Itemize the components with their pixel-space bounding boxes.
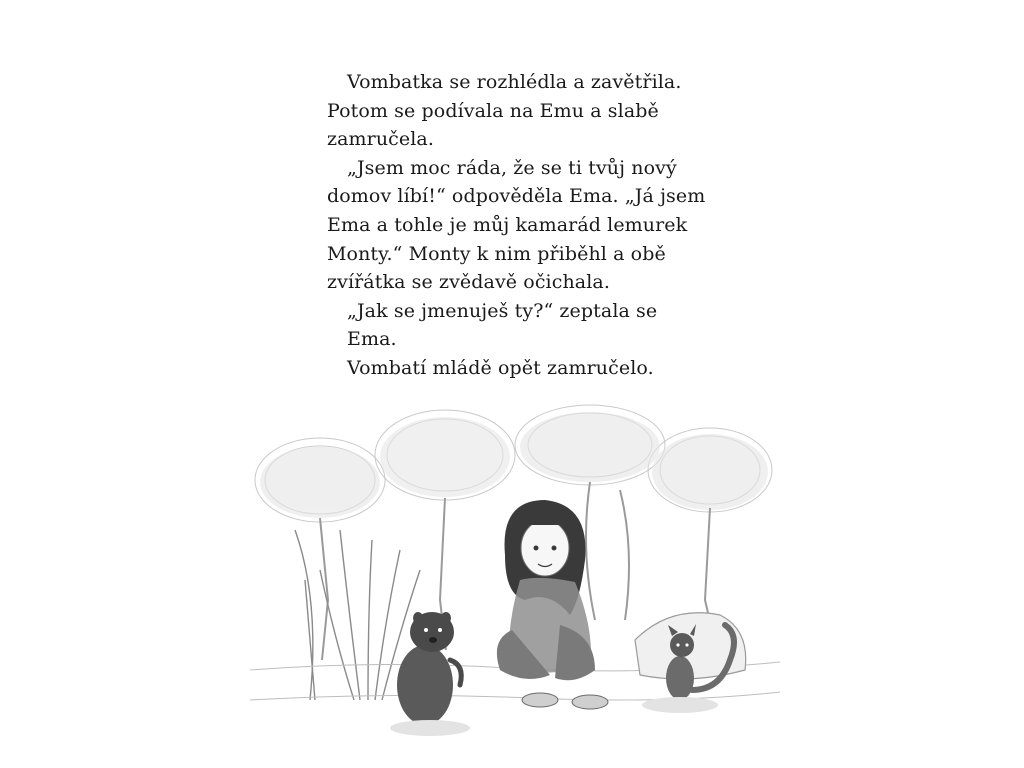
story-line: domov líbí!“ odpověděla Ema. „Já jsem [327, 185, 706, 208]
story-line: zvířátka se zvědavě očichala. [327, 271, 610, 294]
story-line: „Jsem moc ráda, že se ti tvůj nový [347, 156, 677, 179]
story-text [327, 68, 707, 383]
story-line: Vombatka se rozhlédla a zavětřila. [347, 71, 682, 93]
illustration [250, 400, 780, 760]
story-line: Potom se podívala na Emu a slabě [327, 99, 659, 122]
story-line: Vombatí mládě opět zamručelo. [347, 356, 654, 379]
sketch-illustration-icon [250, 400, 780, 760]
story-line: Ema a tohle je můj kamarád lemurek [327, 213, 688, 236]
story-line: Monty.“ Monty k nim přiběhl a obě [327, 242, 666, 265]
story-line: „Jak se jmenuješ ty?“ zeptala se Ema. [347, 299, 658, 351]
story-line: zamručela. [327, 128, 435, 151]
